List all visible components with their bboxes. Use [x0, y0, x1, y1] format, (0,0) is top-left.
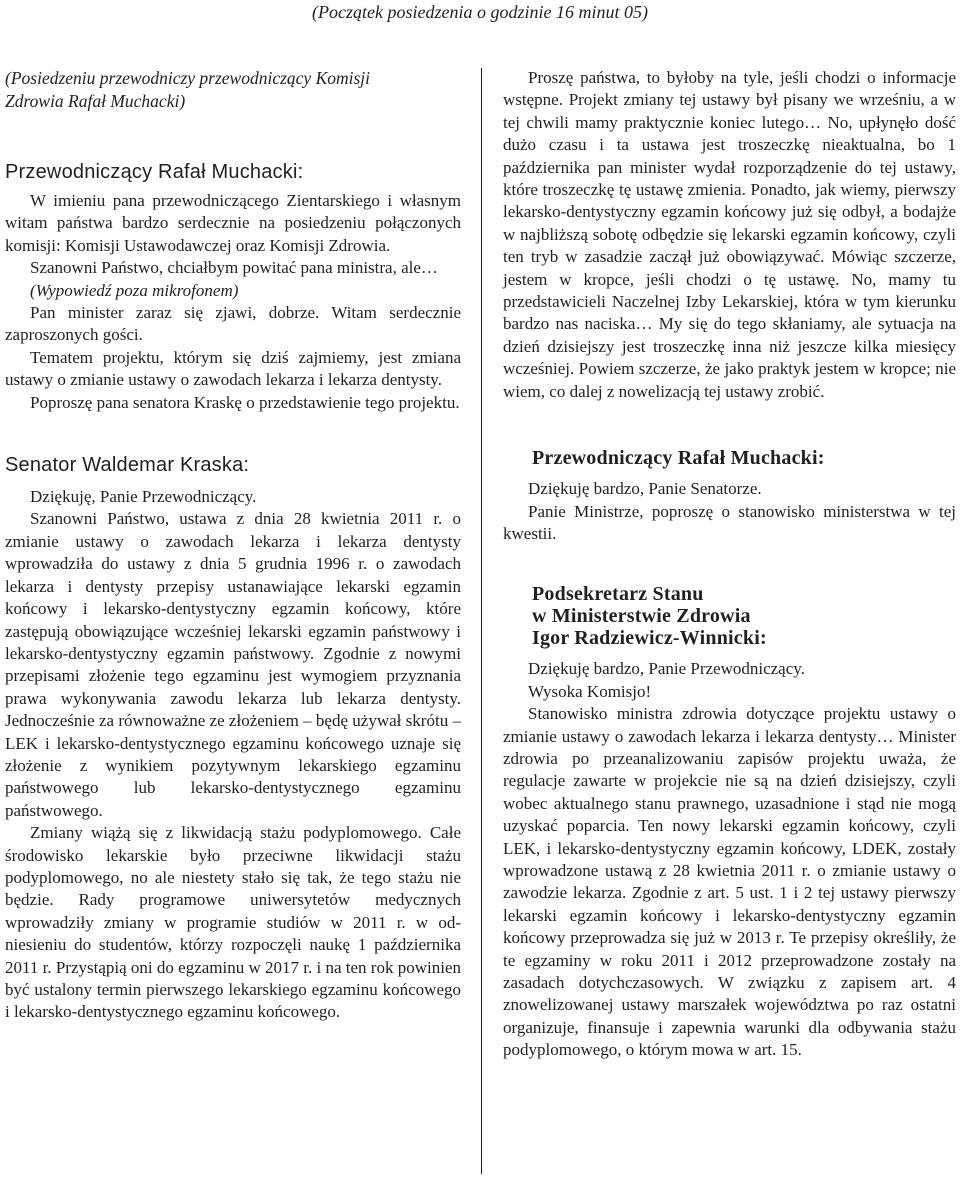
chair-note-line-2: Zdrowia Rafał Muchacki) — [5, 91, 186, 111]
paragraph: Szanowni Państwo, chciałbym powitać pana ministra, ale… — [30, 258, 438, 278]
right-column — [503, 67, 956, 1062]
chair-note — [5, 67, 461, 113]
paragraph: Dziękuję bardzo, Panie Przewodniczący. — [528, 659, 805, 679]
speaker-line-2: w Ministerstwie Zdrowia — [532, 605, 751, 628]
paragraph: W imieniu pana przewodniczącego Zientarskiego i własnym witam państwa bardzo serdecznie na posiedzeniu połączonych komisji: Komisji Ustawodawczej oraz Komisji Zdrowia. — [5, 191, 461, 255]
speaker-heading-kraska: Senator Waldemar Kraska: — [5, 454, 250, 477]
paragraph: Wysoka Komisjo! — [528, 681, 652, 701]
paragraph: Stanowisko ministra zdrowia dotyczące projektu ustawy o zmianie ustawy o zawodach lekarza i lekarza dentysty… Minister zdrowia po przeanalizowaniu zapisów projektu uważa, że regulacje zawarte w projekcie nie są na dzień dzisiejszy, czyli wobec aktualnego stanu prawnego, uzasadnione i stąd nie mogą uzyskać poparcia. Ten nowy lekarski egzamin końcowy, czyli LEK, i lekarsko-dentystyczny egzamin końcowy, LDEK, zostały wprowadzone ustawą z 28 kwietnia 2011 r. o zmianie ustawy o zawodzie lekarza. Zgodnie z art. 5 ust. 1 i 2 tej ustawy pierwszy lekarski egzamin końcowy i lekarsko-dentystyczny egzamin końcowy przeprowadza się już w 2013 r. Te przepisy określiły, że te egzaminy w roku 2011 i 2012 przeprowadzone zostały na zasadach dotychczasowych. W związku z zapisem art. 4 znowelizowanej ustawy marszałek województwa po raz ostatni organizuje, finansuje i zapewnia warunki dla odbywania stażu podyplomowego, o którym mowa w art. 15. — [503, 704, 956, 1060]
speaker-line-1: Podsekretarz Stanu — [532, 583, 704, 606]
paragraph: Dziękuję bardzo, Panie Senatorze. — [528, 479, 762, 499]
off-mic-note: (Wypowiedź poza mikrofonem) — [30, 280, 239, 300]
paragraph: Szanowni Państwo, ustawa z dnia 28 kwietnia 2011 r. o zmianie ustawy o zawodach lekarza i lekarza dentysty wprowadziła do ustawy z dnia 5 grudnia 1996 r. o zawodach lekarza i dentysty przepisy ustanawiające lekarski egzamin końcowy i lekarsko-dentystyczny egzamin końcowy, które zastępują obowiązujące wcześniej lekarski egzamin państwowy i lekarsko-dentystyczny egzamin państwowy. Zgodnie z nowymi przepisami złożenie tego egzaminu jest wymogiem przyznania prawa wykonywania zawodu lekarza lub lekarza dentysty. Jednocześnie za równoważne ze złożeniem – będę używał skrótu – LEK i lekarsko-dentystycznego egzaminu końcowego uznaje się złożenie z wynikiem pozytywnym lekarskiego egzaminu państwowego lub lekarsko-dentystycznego egzaminu państwowego. — [5, 509, 461, 820]
paragraph: Proszę państwa, to byłoby na tyle, jeśli chodzi o informacje wstępne. Projekt zmiany tej ustawy był pisany we wrześniu, a w tej chwili mamy praktycznie koniec lutego… No, upłynęło dość dużo czasu i ta ustawa jest troszeczkę nieaktualna, bo 1 października pan minister wydał rozporządzenie do tej ustawy, które troszeczkę tę ustawę zmienia. Ponadto, jak wiemy, pierwszy lekarsko-dentystyczny egzamin końcowy już się odbył, a bodajże w najbliższą sobotę odbędzie się lekarski egzamin końcowy, czyli ten tryb w zasadzie zaczął już obowiązywać. Mówiąc szczerze, jestem w kropce, jeśli chodzi o tę ustawę. No, mamy tu przedstawicieli Naczelnej Izby Lekarskiej, która w tym kierunku bardzo nas naciska… My się do tego skłaniamy, ale sytuacja na dzień dzisiejszy jest troszeczkę inna niż jeszcze kilka miesięcy wcześniej. Powiem szczerze, że jako praktyk jestem w kropce; nie wiem, co dalej z nowelizacją tej ustawy zrobić. — [503, 68, 956, 401]
paragraph: Panie Ministrze, poproszę o stanowisko ministerstwa w tej kwestii. — [503, 501, 956, 543]
paragraph: Pan minister zaraz się zjawi, dobrze. Witam serdecznie zaproszonych gości. — [5, 303, 461, 345]
paragraph: Tematem projektu, którym się dziś zajmiemy, jest zmiana ustawy o zmianie ustawy o zawodach lekarza i lekarza dentysty. — [5, 347, 461, 390]
paragraph: Zmiany wiążą się z likwidacją stażu podyplomowego. Całe środowisko lekarskie było przeciwne likwidacji stażu podyplomowego, no ale niestety stało się tak, że tego stażu nie będzie. Rady programowe uniwersytetów medycznych wprowadziły zmiany w programie studiów w 2011 r. w odniesieniu do studentów, którzy rozpoczęli naukę 1 października 2011 r. Przystąpią oni do egzaminu w 2017 r. i na ten rok powinien być ustalony termin pierwszego lekarskiego egzaminu końcowego i lekarsko-dentystycznego egzaminu końcowego. — [5, 823, 461, 1022]
speaker-heading-muchacki-2: Przewodniczący Rafał Muchacki: — [532, 447, 825, 470]
session-start-note: (Początek posiedzenia o godzinie 16 minut 05) — [312, 2, 648, 22]
speaker-heading-muchacki: Przewodniczący Rafał Muchacki: — [5, 161, 304, 183]
left-column — [5, 67, 461, 1024]
column-divider — [481, 68, 482, 1174]
paragraph: Poproszę pana senatora Kraskę o przedstawienie tego projektu. — [30, 392, 460, 412]
chair-note-line-1: (Posiedzeniu przewodniczy przewodniczący Komisji — [5, 68, 371, 88]
paragraph: Dziękuję, Panie Przewodniczący. — [30, 487, 257, 507]
speaker-heading-radziewicz-winnicki — [503, 583, 956, 649]
speaker-line-3: Igor Radziewicz-Winnicki: — [532, 627, 767, 650]
